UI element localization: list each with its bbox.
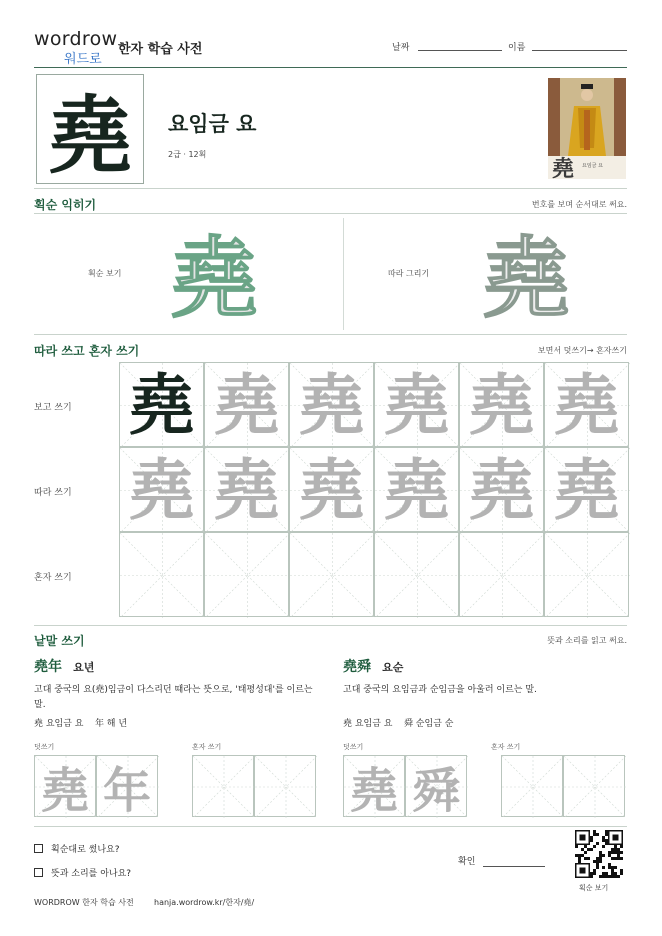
practice-char: 堯	[383, 365, 450, 444]
word-hanja: 堯年	[34, 659, 62, 675]
trace-label: 따라 그리기	[388, 269, 430, 278]
word-reading: 요년	[73, 661, 95, 674]
practice-cell[interactable]	[544, 532, 629, 617]
practice-char: 堯	[213, 450, 280, 529]
word-self-cell[interactable]	[563, 755, 625, 817]
practice-char: 堯	[213, 365, 280, 444]
check-item-2[interactable]	[34, 866, 131, 879]
word-trace-cell[interactable]	[96, 755, 158, 817]
practice-cell[interactable]	[119, 362, 204, 447]
word-trace-label: 덧쓰기	[34, 743, 55, 751]
word-gloss: 堯 요임금 요 舜 순임금 순	[343, 719, 454, 729]
name-field[interactable]	[532, 50, 627, 51]
name-label: 이름	[508, 43, 526, 53]
practice-cell[interactable]	[204, 532, 289, 617]
qr-caption: 획순 보기	[579, 884, 609, 892]
practice-cell[interactable]	[289, 447, 374, 532]
footer-brand: WORDROW 한자 학습 사전	[34, 898, 134, 907]
practice-cell[interactable]	[544, 362, 629, 447]
practice-cell[interactable]	[374, 362, 459, 447]
stroke-section-title: 획순 익히기	[34, 198, 97, 212]
divider	[34, 188, 627, 189]
stroke-order-char: 堯	[169, 226, 258, 330]
grade-strokes: 2급 · 12획	[168, 150, 207, 159]
headword-char: 堯	[47, 85, 132, 185]
practice-cell[interactable]	[289, 362, 374, 447]
practice-cell[interactable]	[119, 532, 204, 617]
practice-cell[interactable]	[204, 447, 289, 532]
practice-cell[interactable]	[204, 362, 289, 447]
checkbox[interactable]	[34, 844, 43, 853]
footer-url[interactable]: hanja.wordrow.kr/한자/堯/	[154, 898, 255, 907]
confirm-field[interactable]	[483, 866, 545, 867]
practice-char: 堯	[298, 450, 365, 529]
practice-char: 堯	[298, 365, 365, 444]
check-label: 뜻과 소리를 아나요?	[51, 869, 132, 879]
date-field[interactable]	[418, 50, 502, 51]
headword-box	[36, 74, 144, 184]
logo-korean: 워드로	[64, 52, 102, 67]
practice-cell[interactable]	[459, 447, 544, 532]
words-section-title: 낱말 쓰기	[34, 634, 85, 648]
practice-cell[interactable]	[544, 447, 629, 532]
logo-english: wordrow	[34, 28, 118, 50]
practice-section-title: 따라 쓰고 혼자 쓰기	[34, 344, 140, 358]
word-trace-cell[interactable]	[405, 755, 467, 817]
practice-cell[interactable]	[119, 447, 204, 532]
date-label: 날짜	[392, 43, 410, 53]
word-description: 고대 중국의 요임금과 순임금을 아울러 이르는 말.	[343, 685, 537, 695]
divider	[34, 625, 627, 626]
row-label-self: 혼자 쓰기	[34, 573, 72, 583]
practice-cell[interactable]	[374, 447, 459, 532]
word-trace-char: 年	[102, 762, 151, 819]
word-hanja: 堯舜	[343, 659, 371, 675]
stroke-trace-diagram[interactable]	[478, 218, 574, 330]
divider	[34, 334, 627, 335]
word-self-label: 혼자 쓰기	[491, 743, 521, 751]
doc-title: 한자 학습 사전	[118, 42, 203, 57]
word-card-1	[34, 656, 94, 676]
practice-cell[interactable]	[289, 532, 374, 617]
practice-char: 堯	[468, 365, 535, 444]
practice-char: 堯	[383, 450, 450, 529]
word-reading: 요순	[382, 661, 404, 674]
qr-code[interactable]	[575, 830, 623, 878]
practice-char: 堯	[128, 365, 195, 444]
check-item-1[interactable]	[34, 842, 120, 855]
practice-section-hint: 보면서 덧쓰기→ 혼자쓰기	[537, 346, 627, 355]
word-trace-cell[interactable]	[343, 755, 405, 817]
checkbox[interactable]	[34, 868, 43, 877]
practice-char: 堯	[468, 450, 535, 529]
practice-cell[interactable]	[459, 362, 544, 447]
row-label-trace: 따라 쓰기	[34, 488, 72, 498]
word-self-cell[interactable]	[192, 755, 254, 817]
confirm-label: 확인	[458, 857, 476, 867]
row-label-view: 보고 쓰기	[34, 403, 72, 413]
word-self-label: 혼자 쓰기	[192, 743, 222, 751]
practice-cell[interactable]	[459, 532, 544, 617]
word-trace-char: 舜	[411, 762, 460, 819]
stroke-trace-char: 堯	[481, 226, 570, 330]
word-trace-char: 堯	[40, 762, 89, 819]
emperor-illustration	[548, 78, 626, 179]
practice-char: 堯	[553, 365, 620, 444]
stroke-order-diagram	[166, 218, 262, 330]
practice-cell[interactable]	[374, 532, 459, 617]
practice-char: 堯	[553, 450, 620, 529]
stroke-section-hint: 번호를 보며 순서대로 써요.	[531, 200, 627, 209]
stroke-view-label: 획순 보기	[88, 269, 122, 278]
word-trace-cell[interactable]	[34, 755, 96, 817]
word-trace-label: 덧쓰기	[343, 743, 364, 751]
check-label: 획순대로 썼나요?	[51, 845, 120, 855]
word-self-cell[interactable]	[254, 755, 316, 817]
word-card-2	[343, 656, 403, 676]
logo	[34, 28, 118, 67]
meaning-sound: 요임금 요	[168, 112, 257, 136]
word-self-cell[interactable]	[501, 755, 563, 817]
practice-char: 堯	[128, 450, 195, 529]
word-gloss: 堯 요임금 요 年 해 년	[34, 719, 128, 729]
words-section-hint: 뜻과 소리를 읽고 써요.	[547, 636, 627, 645]
illustration-caption: 요임금 요	[582, 163, 603, 169]
divider	[34, 826, 627, 827]
illustration-char: 堯	[552, 156, 575, 179]
vertical-divider	[343, 218, 344, 330]
word-description: 고대 중국의 요(堯)임금이 다스리던 때라는 뜻으로, '태평성대'를 이르는 말.	[34, 685, 313, 710]
word-trace-char: 堯	[349, 762, 398, 819]
